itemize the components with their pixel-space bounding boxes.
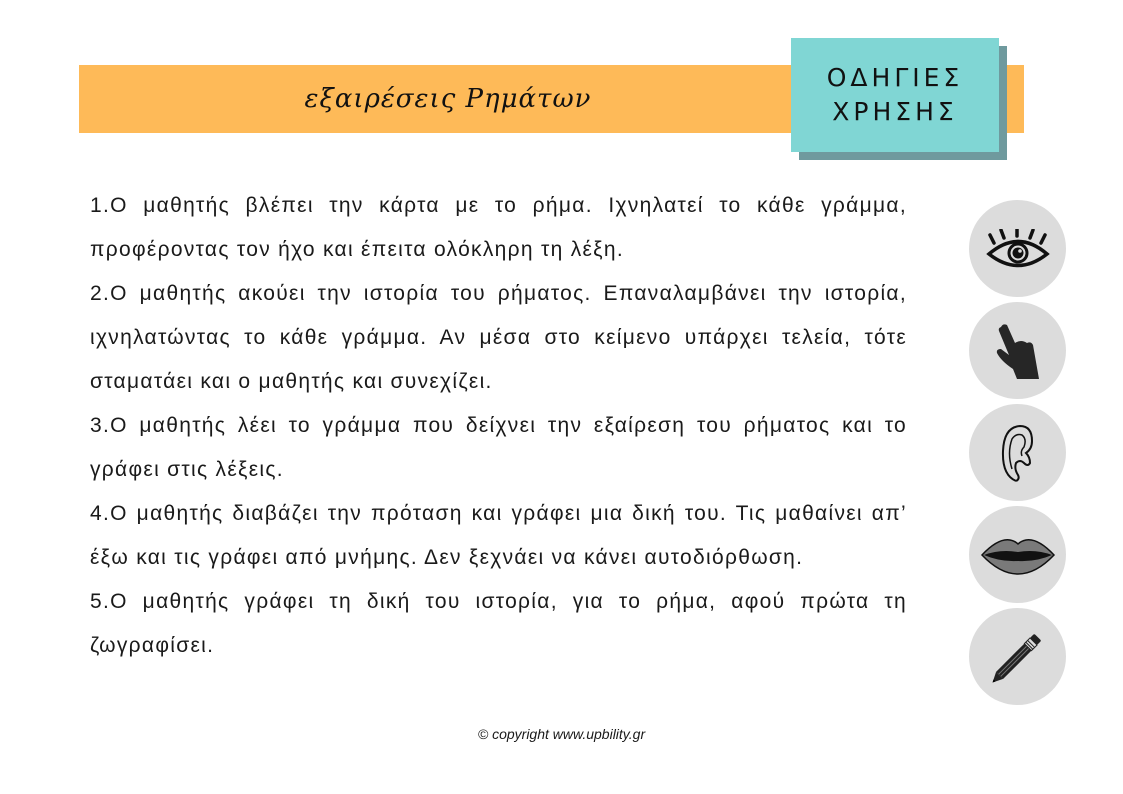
instructions-list	[90, 184, 907, 668]
instructions-label-line2: ΧΡΗΣΗΣ	[832, 97, 958, 126]
ear-icon	[969, 404, 1066, 501]
step-2: 2.Ο μαθητής ακούει την ιστορία του ρήματος. Επαναλαμβάνει την ιστορία, ιχνηλατώντας το κάθε γράμμα. Αν μέσα στο κείμενο υπάρχει τελεία, τότε σταματάει και ο μαθητής και συνεχίζει.	[90, 282, 907, 393]
eye-icon	[969, 200, 1066, 297]
page-title: εξαιρέσεις Ρημάτων	[304, 84, 592, 114]
step-3: 3.Ο μαθητής λέει το γράμμα που δείχνει την εξαίρεση του ρήματος και το γράφει στις λέξεις.	[90, 414, 907, 481]
step-5: 5.Ο μαθητής γράφει τη δική του ιστορία, για το ρήμα, αφού πρώτα τη ζωγραφίσει.	[90, 590, 907, 657]
pencil-icon	[969, 608, 1066, 705]
instructions-label-line1: ΟΔΗΓΙΕΣ	[826, 63, 964, 92]
pointing-hand-icon	[969, 302, 1066, 399]
instructions-box	[791, 38, 999, 152]
step-4: 4.Ο μαθητής διαβάζει την πρόταση και γράφει μια δική του. Τις μαθαίνει απ’ έξω και τις γράφει από μνήμης. Δεν ξεχνάει να κάνει αυτοδιόρθωση.	[90, 502, 907, 569]
lips-icon	[969, 506, 1066, 603]
copyright-footer: © copyright www.upbility.gr	[477, 726, 646, 742]
sensory-icons-column	[969, 200, 1066, 710]
step-1: 1.Ο μαθητής βλέπει την κάρτα με το ρήμα. Ιχνηλατεί το κάθε γράμμα, προφέροντας τον ήχο και έπειτα ολόκληρη τη λέξη.	[90, 194, 907, 261]
